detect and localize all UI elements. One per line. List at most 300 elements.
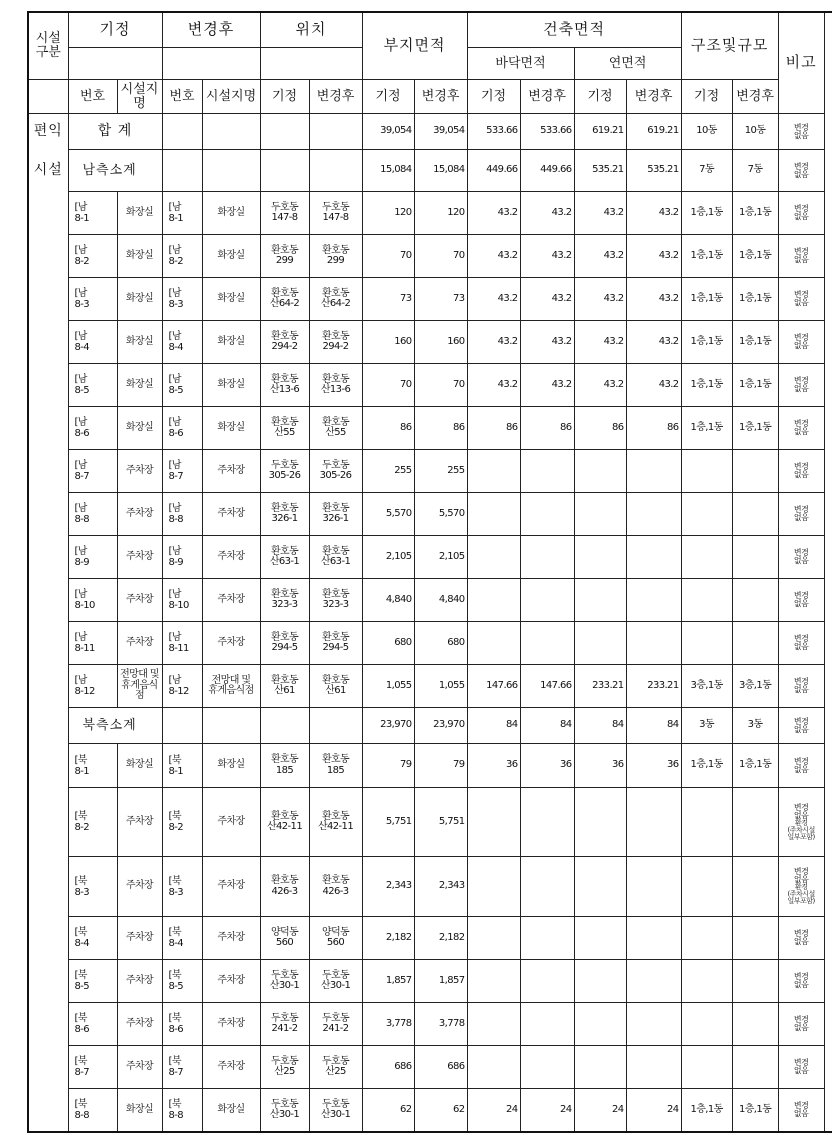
site-before: 62	[362, 1089, 414, 1133]
total-after: 43.2	[626, 235, 681, 278]
category-blank	[28, 857, 68, 917]
num-after: [북 8-5	[162, 960, 202, 1003]
header-total-before: 기정	[574, 80, 626, 114]
loc-after: 환호동 산61	[309, 665, 362, 708]
floor-before: 43.2	[467, 235, 520, 278]
table-row	[28, 278, 832, 321]
site-after: 2,105	[414, 536, 467, 579]
num-after: [남 8-8	[162, 493, 202, 536]
loc-after: 두호동 산30-1	[309, 1089, 362, 1133]
header-total-after: 변경후	[626, 80, 681, 114]
num-after: [북 8-4	[162, 917, 202, 960]
table-row	[28, 114, 832, 150]
name-after: 화장실	[202, 407, 260, 450]
site-before: 4,840	[362, 579, 414, 622]
header-existing: 기정	[68, 12, 162, 48]
total-after: 43.2	[626, 321, 681, 364]
category-blank	[28, 235, 68, 278]
header-floor-before: 기정	[467, 80, 520, 114]
total-before	[574, 1046, 626, 1089]
num-after: [남 8-12	[162, 665, 202, 708]
name-after: 주차장	[202, 450, 260, 493]
num-before: [북 8-1	[68, 744, 117, 788]
site-after: 23,970	[414, 708, 467, 744]
floor-before: 43.2	[467, 364, 520, 407]
name-after: 주차장	[202, 579, 260, 622]
category-blank	[28, 917, 68, 960]
total-before: 535.21	[574, 150, 626, 192]
floor-before: 43.2	[467, 278, 520, 321]
loc-before: 환호동 산63-1	[260, 536, 309, 579]
total-before: 84	[574, 708, 626, 744]
name-after: 주차장	[202, 917, 260, 960]
struct-before	[681, 960, 732, 1003]
site-after: 73	[414, 278, 467, 321]
total-after: 36	[626, 744, 681, 788]
site-after: 86	[414, 407, 467, 450]
loc-before: 양덕동 560	[260, 917, 309, 960]
loc-after: 환호동 323-3	[309, 579, 362, 622]
struct-before	[681, 788, 732, 857]
total-after	[626, 536, 681, 579]
site-before: 2,182	[362, 917, 414, 960]
struct-before: 3동	[681, 708, 732, 744]
table-row	[28, 235, 832, 278]
empty-cell	[162, 708, 202, 744]
floor-before: 24	[467, 1089, 520, 1133]
total-before: 43.2	[574, 278, 626, 321]
loc-after: 환호동 산55	[309, 407, 362, 450]
loc-before: 환호동 294-2	[260, 321, 309, 364]
loc-after: 두호동 241-2	[309, 1003, 362, 1046]
loc-before: 환호동 294-5	[260, 622, 309, 665]
table-row	[28, 536, 832, 579]
header-structure: 구조및규모	[681, 12, 778, 80]
category-blank	[28, 1046, 68, 1089]
table-row	[28, 1046, 832, 1089]
num-after: [남 8-5	[162, 364, 202, 407]
name-before: 전망대 및 휴게음식점	[117, 665, 162, 708]
total-after: 84	[626, 708, 681, 744]
floor-before	[467, 857, 520, 917]
remark	[778, 1089, 824, 1133]
remark-text: 변경 없음	[793, 290, 809, 307]
total-before: 43.2	[574, 364, 626, 407]
remark-text: 변경 없음	[793, 1101, 809, 1118]
struct-before	[681, 450, 732, 493]
category-blank	[28, 622, 68, 665]
site-after: 255	[414, 450, 467, 493]
struct-before: 1층,1동	[681, 744, 732, 788]
name-before: 주차장	[117, 960, 162, 1003]
remark-text: 변경 없음	[793, 972, 809, 989]
struct-after: 1층,1동	[732, 364, 778, 407]
remark-text: 변경 없음	[793, 591, 809, 608]
floor-before	[467, 493, 520, 536]
remark-text: 변경 없음	[793, 756, 809, 774]
category-blank	[28, 493, 68, 536]
table-row	[28, 1003, 832, 1046]
struct-before	[681, 536, 732, 579]
remark-text: 변경 없음	[793, 376, 809, 393]
struct-after	[732, 450, 778, 493]
remark	[778, 579, 824, 622]
remark	[778, 192, 824, 235]
floor-before: 84	[467, 708, 520, 744]
num-before: [남 8-3	[68, 278, 117, 321]
total-after	[626, 622, 681, 665]
num-after: [남 8-3	[162, 278, 202, 321]
empty-cell	[260, 708, 309, 744]
category-blank	[28, 788, 68, 857]
table-row	[28, 192, 832, 235]
remark: 변경 없음	[778, 150, 824, 192]
struct-before: 1층,1동	[681, 1089, 732, 1133]
header-building-area: 건축면적	[467, 12, 681, 48]
total-after	[626, 1046, 681, 1089]
header-total-floor-area: 연면적	[574, 48, 681, 80]
struct-before	[681, 493, 732, 536]
remark	[778, 960, 824, 1003]
struct-before	[681, 579, 732, 622]
num-before: [북 8-8	[68, 1089, 117, 1133]
total-before	[574, 1003, 626, 1046]
table-row	[28, 493, 832, 536]
header-site-area: 부지면적	[362, 12, 467, 80]
num-after: [남 8-2	[162, 235, 202, 278]
num-before: [남 8-9	[68, 536, 117, 579]
site-after: 160	[414, 321, 467, 364]
empty-cell	[309, 150, 362, 192]
table-row	[28, 579, 832, 622]
header-num-before: 번호	[68, 80, 117, 114]
remark	[778, 1003, 824, 1046]
site-after: 70	[414, 364, 467, 407]
table-row	[28, 788, 832, 857]
remark	[778, 321, 824, 364]
struct-before: 1층,1동	[681, 278, 732, 321]
struct-before	[681, 622, 732, 665]
name-before: 화장실	[117, 1089, 162, 1133]
site-before: 3,778	[362, 1003, 414, 1046]
header-name-after: 시설지명	[202, 80, 260, 114]
site-before: 686	[362, 1046, 414, 1089]
struct-after	[732, 579, 778, 622]
site-after: 2,182	[414, 917, 467, 960]
loc-after: 환호동 산13-6	[309, 364, 362, 407]
loc-before: 두호동 산25	[260, 1046, 309, 1089]
remark	[778, 235, 824, 278]
struct-after	[732, 960, 778, 1003]
name-before: 주차장	[117, 917, 162, 960]
name-before: 화장실	[117, 278, 162, 321]
struct-after: 1층,1동	[732, 744, 778, 788]
struct-after	[732, 857, 778, 917]
total_row-label: 합 계	[68, 114, 162, 150]
name-after: 화장실	[202, 364, 260, 407]
header-struct-before: 기정	[681, 80, 732, 114]
site-before: 5,751	[362, 788, 414, 857]
loc-after: 환호동 산63-1	[309, 536, 362, 579]
remark-text: 변경 없음	[793, 247, 809, 264]
num-before: [북 8-4	[68, 917, 117, 960]
floor-before: 86	[467, 407, 520, 450]
loc-after: 환호동 426-3	[309, 857, 362, 917]
remark-text: 변경 없음	[793, 634, 809, 651]
struct-before: 1층,1동	[681, 235, 732, 278]
floor-after	[520, 622, 574, 665]
num-after: [남 8-7	[162, 450, 202, 493]
floor-after: 43.2	[520, 192, 574, 235]
loc-before: 두호동 산30-1	[260, 1089, 309, 1133]
total-before	[574, 450, 626, 493]
floor-after: 449.66	[520, 150, 574, 192]
category-blank	[28, 364, 68, 407]
floor-after	[520, 857, 574, 917]
category-blank	[28, 407, 68, 450]
table-row	[28, 450, 832, 493]
table-row	[28, 960, 832, 1003]
floor-before: 449.66	[467, 150, 520, 192]
header-floor-after: 변경후	[520, 80, 574, 114]
total-after: 535.21	[626, 150, 681, 192]
empty-cell	[309, 708, 362, 744]
name-before: 주차장	[117, 579, 162, 622]
floor-before: 43.2	[467, 192, 520, 235]
floor-before	[467, 536, 520, 579]
floor-before	[467, 960, 520, 1003]
remark-note: 환경 (주차시설 일부포함)	[787, 818, 815, 841]
south_subtotal-label: 남측소계	[68, 150, 162, 192]
loc-after: 환호동 299	[309, 235, 362, 278]
remark-text: 변경 없음	[793, 204, 809, 221]
site-before: 39,054	[362, 114, 414, 150]
num-after: [남 8-9	[162, 536, 202, 579]
site-before: 15,084	[362, 150, 414, 192]
name-before: 주차장	[117, 450, 162, 493]
struct-before: 3층,1동	[681, 665, 732, 708]
loc-after: 양덕동 560	[309, 917, 362, 960]
site-after: 1,055	[414, 665, 467, 708]
name-after: 주차장	[202, 1003, 260, 1046]
remark-text: 변경 없음	[793, 867, 809, 884]
name-after: 주차장	[202, 1046, 260, 1089]
floor-before	[467, 788, 520, 857]
total-before: 233.21	[574, 665, 626, 708]
empty-cell	[162, 150, 202, 192]
remark-text: 변경 없음	[793, 677, 809, 694]
table-row	[28, 917, 832, 960]
table-row	[28, 150, 832, 192]
table-row	[28, 744, 832, 788]
num-before: [남 8-1	[68, 192, 117, 235]
site-after: 15,084	[414, 150, 467, 192]
site-after: 686	[414, 1046, 467, 1089]
num-before: [북 8-2	[68, 788, 117, 857]
num-before: [남 8-6	[68, 407, 117, 450]
loc-after: 두호동 305-26	[309, 450, 362, 493]
total-after	[626, 579, 681, 622]
floor-after	[520, 960, 574, 1003]
site-after: 3,778	[414, 1003, 467, 1046]
num-after: [북 8-2	[162, 788, 202, 857]
site-after: 5,570	[414, 493, 467, 536]
loc-before: 두호동 147-8	[260, 192, 309, 235]
name-before: 주차장	[117, 1003, 162, 1046]
struct-after	[732, 917, 778, 960]
floor-after: 147.66	[520, 665, 574, 708]
name-before: 주차장	[117, 493, 162, 536]
total-before: 36	[574, 744, 626, 788]
floor-before: 147.66	[467, 665, 520, 708]
remark-text: 변경 없음	[793, 548, 809, 565]
category-blank	[28, 1003, 68, 1046]
name-after: 화장실	[202, 744, 260, 788]
category-blank	[28, 579, 68, 622]
struct-before: 10동	[681, 114, 732, 150]
site-before: 70	[362, 235, 414, 278]
floor-before	[467, 1046, 520, 1089]
remark	[778, 407, 824, 450]
site-after: 4,840	[414, 579, 467, 622]
remark-text: 변경 없음	[793, 802, 809, 820]
name-before: 화장실	[117, 321, 162, 364]
name-after: 주차장	[202, 493, 260, 536]
table-row	[28, 364, 832, 407]
floor-after: 43.2	[520, 235, 574, 278]
floor-before	[467, 622, 520, 665]
struct-after: 1층,1동	[732, 278, 778, 321]
num-after: [남 8-6	[162, 407, 202, 450]
num-after: [북 8-3	[162, 857, 202, 917]
remark	[778, 788, 824, 857]
site-after: 5,751	[414, 788, 467, 857]
num-after: [북 8-7	[162, 1046, 202, 1089]
header-name-before: 시설지명	[117, 80, 162, 114]
remark: 변경 없음	[778, 708, 824, 744]
struct-after: 7동	[732, 150, 778, 192]
loc-before: 환호동 산55	[260, 407, 309, 450]
remark	[778, 744, 824, 788]
struct-after	[732, 1003, 778, 1046]
site-before: 1,857	[362, 960, 414, 1003]
category-blank	[28, 536, 68, 579]
name-before: 주차장	[117, 622, 162, 665]
header-remarks: 비고	[778, 12, 824, 114]
header-floor-area: 바닥면적	[467, 48, 574, 80]
loc-before: 환호동 산42-11	[260, 788, 309, 857]
remark-text: 변경 없음	[793, 505, 809, 522]
loc-before: 두호동 241-2	[260, 1003, 309, 1046]
empty-cell	[202, 114, 260, 150]
total-before	[574, 857, 626, 917]
total-after: 24	[626, 1089, 681, 1133]
total-after: 43.2	[626, 364, 681, 407]
total-after	[626, 1003, 681, 1046]
header-num-after: 번호	[162, 80, 202, 114]
header-loc-before: 기정	[260, 80, 309, 114]
name-after: 전망대 및 휴게음식점	[202, 665, 260, 708]
remark	[778, 450, 824, 493]
floor-after: 86	[520, 407, 574, 450]
total-before	[574, 960, 626, 1003]
num-before: [남 8-2	[68, 235, 117, 278]
floor-after: 36	[520, 744, 574, 788]
name-before: 주차장	[117, 536, 162, 579]
loc-after: 두호동 147-8	[309, 192, 362, 235]
site-after: 1,857	[414, 960, 467, 1003]
struct-after: 1층,1동	[732, 321, 778, 364]
loc-before: 두호동 305-26	[260, 450, 309, 493]
remark: 변경 없음	[778, 114, 824, 150]
struct-after: 10동	[732, 114, 778, 150]
struct-after	[732, 1046, 778, 1089]
name-after: 주차장	[202, 960, 260, 1003]
floor-after: 43.2	[520, 364, 574, 407]
facility-table	[27, 11, 832, 1133]
table-row	[28, 857, 832, 917]
struct-after: 1층,1동	[732, 1089, 778, 1133]
num-before: [남 8-5	[68, 364, 117, 407]
loc-before: 환호동 323-3	[260, 579, 309, 622]
total-after	[626, 857, 681, 917]
num-after: [남 8-11	[162, 622, 202, 665]
floor-after	[520, 788, 574, 857]
table-row	[28, 321, 832, 364]
total-before: 43.2	[574, 192, 626, 235]
total-after: 43.2	[626, 278, 681, 321]
total-before	[574, 579, 626, 622]
total-after	[626, 788, 681, 857]
total-before	[574, 788, 626, 857]
struct-after	[732, 622, 778, 665]
num-after: [남 8-10	[162, 579, 202, 622]
floor-before	[467, 579, 520, 622]
floor-after: 84	[520, 708, 574, 744]
remark	[778, 1046, 824, 1089]
struct-before: 1층,1동	[681, 407, 732, 450]
loc-before: 두호동 산30-1	[260, 960, 309, 1003]
header-site-after: 변경후	[414, 80, 467, 114]
floor-after: 43.2	[520, 321, 574, 364]
remark-text: 변경 없음	[793, 462, 809, 479]
remark	[778, 364, 824, 407]
header-location: 위치	[260, 12, 362, 48]
remark-text: 변경 없음	[793, 419, 809, 436]
floor-after: 533.66	[520, 114, 574, 150]
site-before: 680	[362, 622, 414, 665]
category-blank	[28, 1089, 68, 1133]
name-after: 화장실	[202, 321, 260, 364]
name-before: 주차장	[117, 857, 162, 917]
num-after: [남 8-1	[162, 192, 202, 235]
struct-after	[732, 788, 778, 857]
loc-before: 환호동 185	[260, 744, 309, 788]
name-before: 화장실	[117, 407, 162, 450]
total-before	[574, 622, 626, 665]
remark-text: 변경 없음	[793, 333, 809, 350]
total-before: 86	[574, 407, 626, 450]
north_subtotal-label: 북측소계	[68, 708, 162, 744]
remark	[778, 665, 824, 708]
site-before: 2,343	[362, 857, 414, 917]
header-site-before: 기정	[362, 80, 414, 114]
struct-before: 1층,1동	[681, 364, 732, 407]
category-blank	[28, 665, 68, 708]
name-before: 화장실	[117, 235, 162, 278]
name-after: 화장실	[202, 235, 260, 278]
site-after: 39,054	[414, 114, 467, 150]
